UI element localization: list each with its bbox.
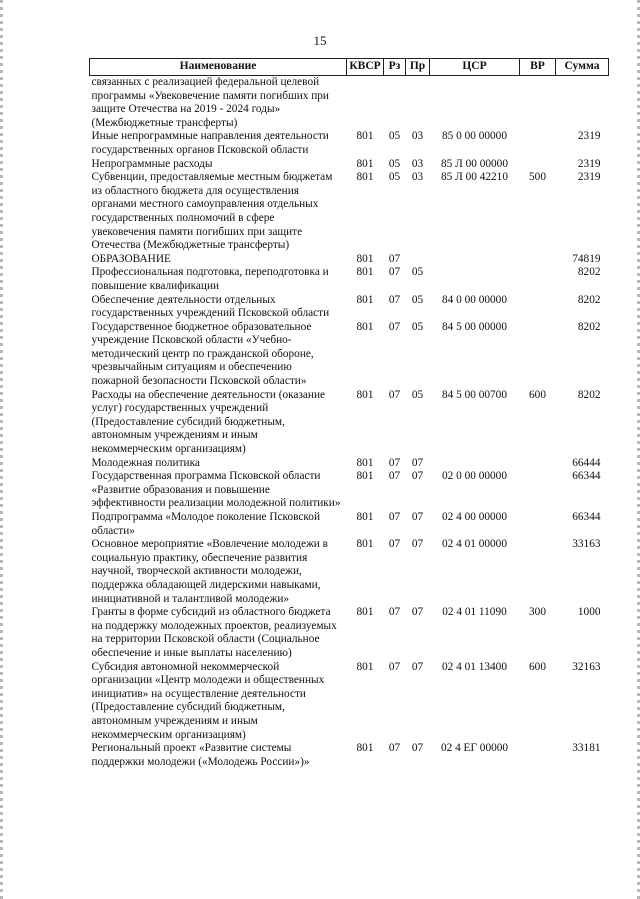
cell-vr: [520, 76, 556, 131]
cell-vr: 600: [529, 660, 546, 673]
cell-kvsr: 801: [356, 660, 374, 673]
table-row: [90, 158, 609, 172]
cell-rz: 07: [388, 538, 401, 551]
cell-name: связанных с реализацией федеральной целевой программы «Увековечение памяти погибших при защите Отечества на 2019 - 2024 годы» (Межбюджетные трансферты): [91, 76, 329, 129]
cell-name: Гранты в форме субсидий из областного бюджета на поддержку молодежных проектов, реализуемых на территории Псковской области (Социальное обеспечение и иные выплаты населению): [91, 606, 337, 659]
cell-vr: [520, 538, 556, 606]
cell-pr: 07: [411, 660, 424, 673]
cell-sum: 32163: [572, 660, 601, 673]
table-body: [90, 76, 609, 770]
cell-rz: 07: [388, 320, 401, 333]
cell-vr: [520, 294, 556, 321]
cell-rz: 05: [388, 157, 401, 170]
cell-csr: 02 4 ЕГ 00000: [440, 742, 509, 755]
cell-csr: 84 5 00 00000: [442, 320, 507, 333]
cell-name: Государственная программа Псковской области «Развитие образования и повышение эффективности реализации молодежной политики»: [91, 470, 341, 510]
cell-vr: [520, 266, 556, 293]
cell-csr: 85 Л 00 00000: [441, 157, 508, 170]
cell-kvsr: 801: [356, 456, 374, 469]
cell-name: Субсидия автономной некоммерческой организации «Центр молодежи и общественных инициатив» на осуществление деятельности (Предоставление субсидий бюджетным, автономным учреждениям и иным некоммерческим организациям): [91, 660, 325, 741]
header-csr: ЦСР: [430, 59, 520, 76]
cell-kvsr: 801: [356, 157, 374, 170]
cell-pr: 05: [411, 320, 424, 333]
cell-rz: 05: [388, 130, 401, 143]
cell-vr: [520, 742, 556, 769]
header-name: Наименование: [90, 59, 347, 76]
table-row: [90, 538, 609, 606]
cell-kvsr: 801: [356, 320, 374, 333]
table-row: [90, 389, 609, 457]
cell-pr: 07: [411, 456, 424, 469]
cell-sum: 2319: [577, 157, 601, 170]
cell-csr: 02 4 01 00000: [442, 538, 507, 551]
header-vr: ВР: [520, 59, 556, 76]
cell-pr: 05: [411, 293, 424, 306]
cell-pr: [406, 253, 430, 267]
header-rz: Рз: [384, 59, 406, 76]
cell-name: Профессиональная подготовка, переподготовка и повышение квалификации: [91, 266, 329, 292]
table-row: [90, 266, 609, 293]
cell-sum: 8202: [577, 320, 601, 333]
table-row: [90, 253, 609, 267]
cell-name: Расходы на обеспечение деятельности (оказание услуг) государственных учреждений (Предоставление субсидий бюджетным, автономным учреждениям и иным некоммерческим организациям): [91, 388, 326, 456]
cell-vr: 500: [529, 171, 546, 184]
cell-kvsr: 801: [356, 130, 374, 143]
cell-pr: 07: [411, 511, 424, 523]
cell-pr: 07: [411, 742, 424, 755]
table-row: [90, 742, 609, 769]
table-row: [90, 130, 609, 157]
cell-pr: 07: [411, 538, 424, 551]
cell-name: Основное мероприятие «Вовлечение молодежи в социальную практику, обеспечение развития научной, творческой активности молодежи, поддержка обладающей лидерскими навыками, инициативной и талантливой молодежи»: [91, 538, 328, 605]
cell-kvsr: [347, 76, 384, 131]
cell-kvsr: 801: [356, 388, 374, 401]
cell-kvsr: 801: [356, 252, 374, 265]
cell-rz: 07: [388, 660, 401, 673]
cell-name: Обеспечение деятельности отдельных государственных учреждений Псковской области: [91, 293, 330, 320]
cell-kvsr: 801: [356, 171, 374, 184]
cell-rz: 07: [388, 266, 401, 279]
cell-vr: 300: [529, 606, 546, 619]
cell-sum: 66344: [572, 470, 601, 483]
table-row: [90, 171, 609, 253]
cell-rz: 07: [388, 511, 401, 523]
cell-csr: 02 4 01 11090: [442, 606, 507, 619]
cell-name: Государственное бюджетное образовательное учреждение Псковской области «Учебно-методический центр по гражданской обороне, чрезвычайным ситуациям и обеспечению пожарной безопасности Псковской области»: [91, 320, 314, 388]
cell-rz: 07: [388, 470, 401, 483]
cell-kvsr: 801: [356, 606, 374, 619]
table-row: [90, 661, 609, 743]
cell-rz: 07: [388, 388, 401, 401]
table-row: [90, 457, 609, 471]
cell-kvsr: 801: [356, 470, 374, 483]
table-row: [90, 511, 609, 538]
cell-pr: [406, 76, 430, 131]
budget-table: [89, 58, 609, 769]
cell-vr: [520, 158, 556, 172]
cell-rz: 07: [388, 606, 401, 619]
cell-csr: [430, 266, 520, 293]
cell-rz: 07: [388, 252, 401, 265]
cell-vr: [520, 457, 556, 471]
cell-pr: 03: [411, 157, 424, 170]
cell-csr: [430, 76, 520, 131]
cell-name: Иные непрограммные направления деятельности государственных органов Псковской области: [91, 130, 329, 156]
table-row: [90, 294, 609, 321]
cell-rz: [384, 76, 406, 131]
table-row: [90, 606, 609, 660]
cell-sum: 8202: [577, 388, 601, 401]
cell-rz: 05: [388, 171, 401, 184]
cell-name: Непрограммные расходы: [91, 157, 213, 170]
cell-kvsr: 801: [356, 742, 374, 755]
cell-name: Региональный проект «Развитие системы поддержки молодежи («Молодежь России»)»: [91, 742, 310, 768]
cell-name: Подпрограмма «Молодое поколение Псковской области»: [91, 511, 320, 537]
cell-pr: 03: [411, 130, 424, 143]
cell-sum: 66344: [572, 511, 601, 523]
cell-name: Молодежная политика: [91, 456, 200, 469]
cell-sum: [556, 76, 609, 131]
cell-csr: 02 4 01 13400: [442, 660, 507, 673]
cell-vr: [520, 470, 556, 511]
cell-csr: 02 4 00 00000: [442, 511, 507, 523]
cell-pr: 03: [411, 171, 424, 184]
cell-sum: 33181: [572, 742, 601, 755]
cell-csr: [430, 253, 520, 267]
cell-sum: 66444: [572, 456, 601, 469]
cell-kvsr: 801: [356, 511, 374, 523]
cell-rz: 07: [388, 293, 401, 306]
cell-name: ОБРАЗОВАНИЕ: [91, 252, 171, 265]
cell-sum: 2319: [577, 130, 601, 143]
cell-csr: 85 0 00 00000: [442, 130, 507, 143]
cell-vr: [520, 253, 556, 267]
cell-sum: 33163: [572, 538, 601, 551]
cell-rz: 07: [388, 742, 401, 755]
header-kvsr: КВСР: [347, 59, 384, 76]
cell-sum: 8202: [577, 293, 601, 306]
scan-edge-left: [0, 0, 3, 899]
cell-vr: 600: [529, 388, 546, 401]
cell-csr: 85 Л 00 42210: [441, 171, 508, 184]
cell-kvsr: 801: [356, 266, 374, 279]
cell-pr: 05: [411, 388, 424, 401]
table-header-row: [90, 59, 609, 76]
cell-csr: 84 5 00 00700: [442, 388, 507, 401]
cell-pr: 05: [411, 266, 424, 279]
cell-csr: [430, 457, 520, 471]
cell-kvsr: 801: [356, 293, 374, 306]
cell-pr: 07: [411, 470, 424, 483]
cell-rz: 07: [388, 456, 401, 469]
cell-sum: 1000: [577, 606, 601, 619]
cell-sum: 8202: [577, 266, 601, 279]
page-number: 15: [313, 33, 327, 48]
cell-pr: 07: [411, 606, 424, 619]
cell-csr: 02 0 00 00000: [442, 470, 507, 483]
cell-sum: 2319: [577, 171, 601, 184]
table-row: [90, 470, 609, 511]
header-pr: Пр: [406, 59, 430, 76]
cell-name: Субвенции, предоставляемые местным бюджетам из областного бюджета для осуществления органами местного самоуправления отдельных государственных полномочий в сфере увековечения памяти погибших при защите Отечества (Межбюджетные трансферты): [91, 171, 333, 252]
table-row: [90, 76, 609, 131]
table-row: [90, 321, 609, 389]
cell-sum: 74819: [572, 252, 601, 265]
cell-csr: 84 0 00 00000: [442, 293, 507, 306]
cell-vr: [520, 130, 556, 157]
cell-kvsr: 801: [356, 538, 374, 551]
cell-vr: [520, 321, 556, 389]
cell-vr: [520, 511, 556, 538]
header-sum: Сумма: [556, 59, 609, 76]
